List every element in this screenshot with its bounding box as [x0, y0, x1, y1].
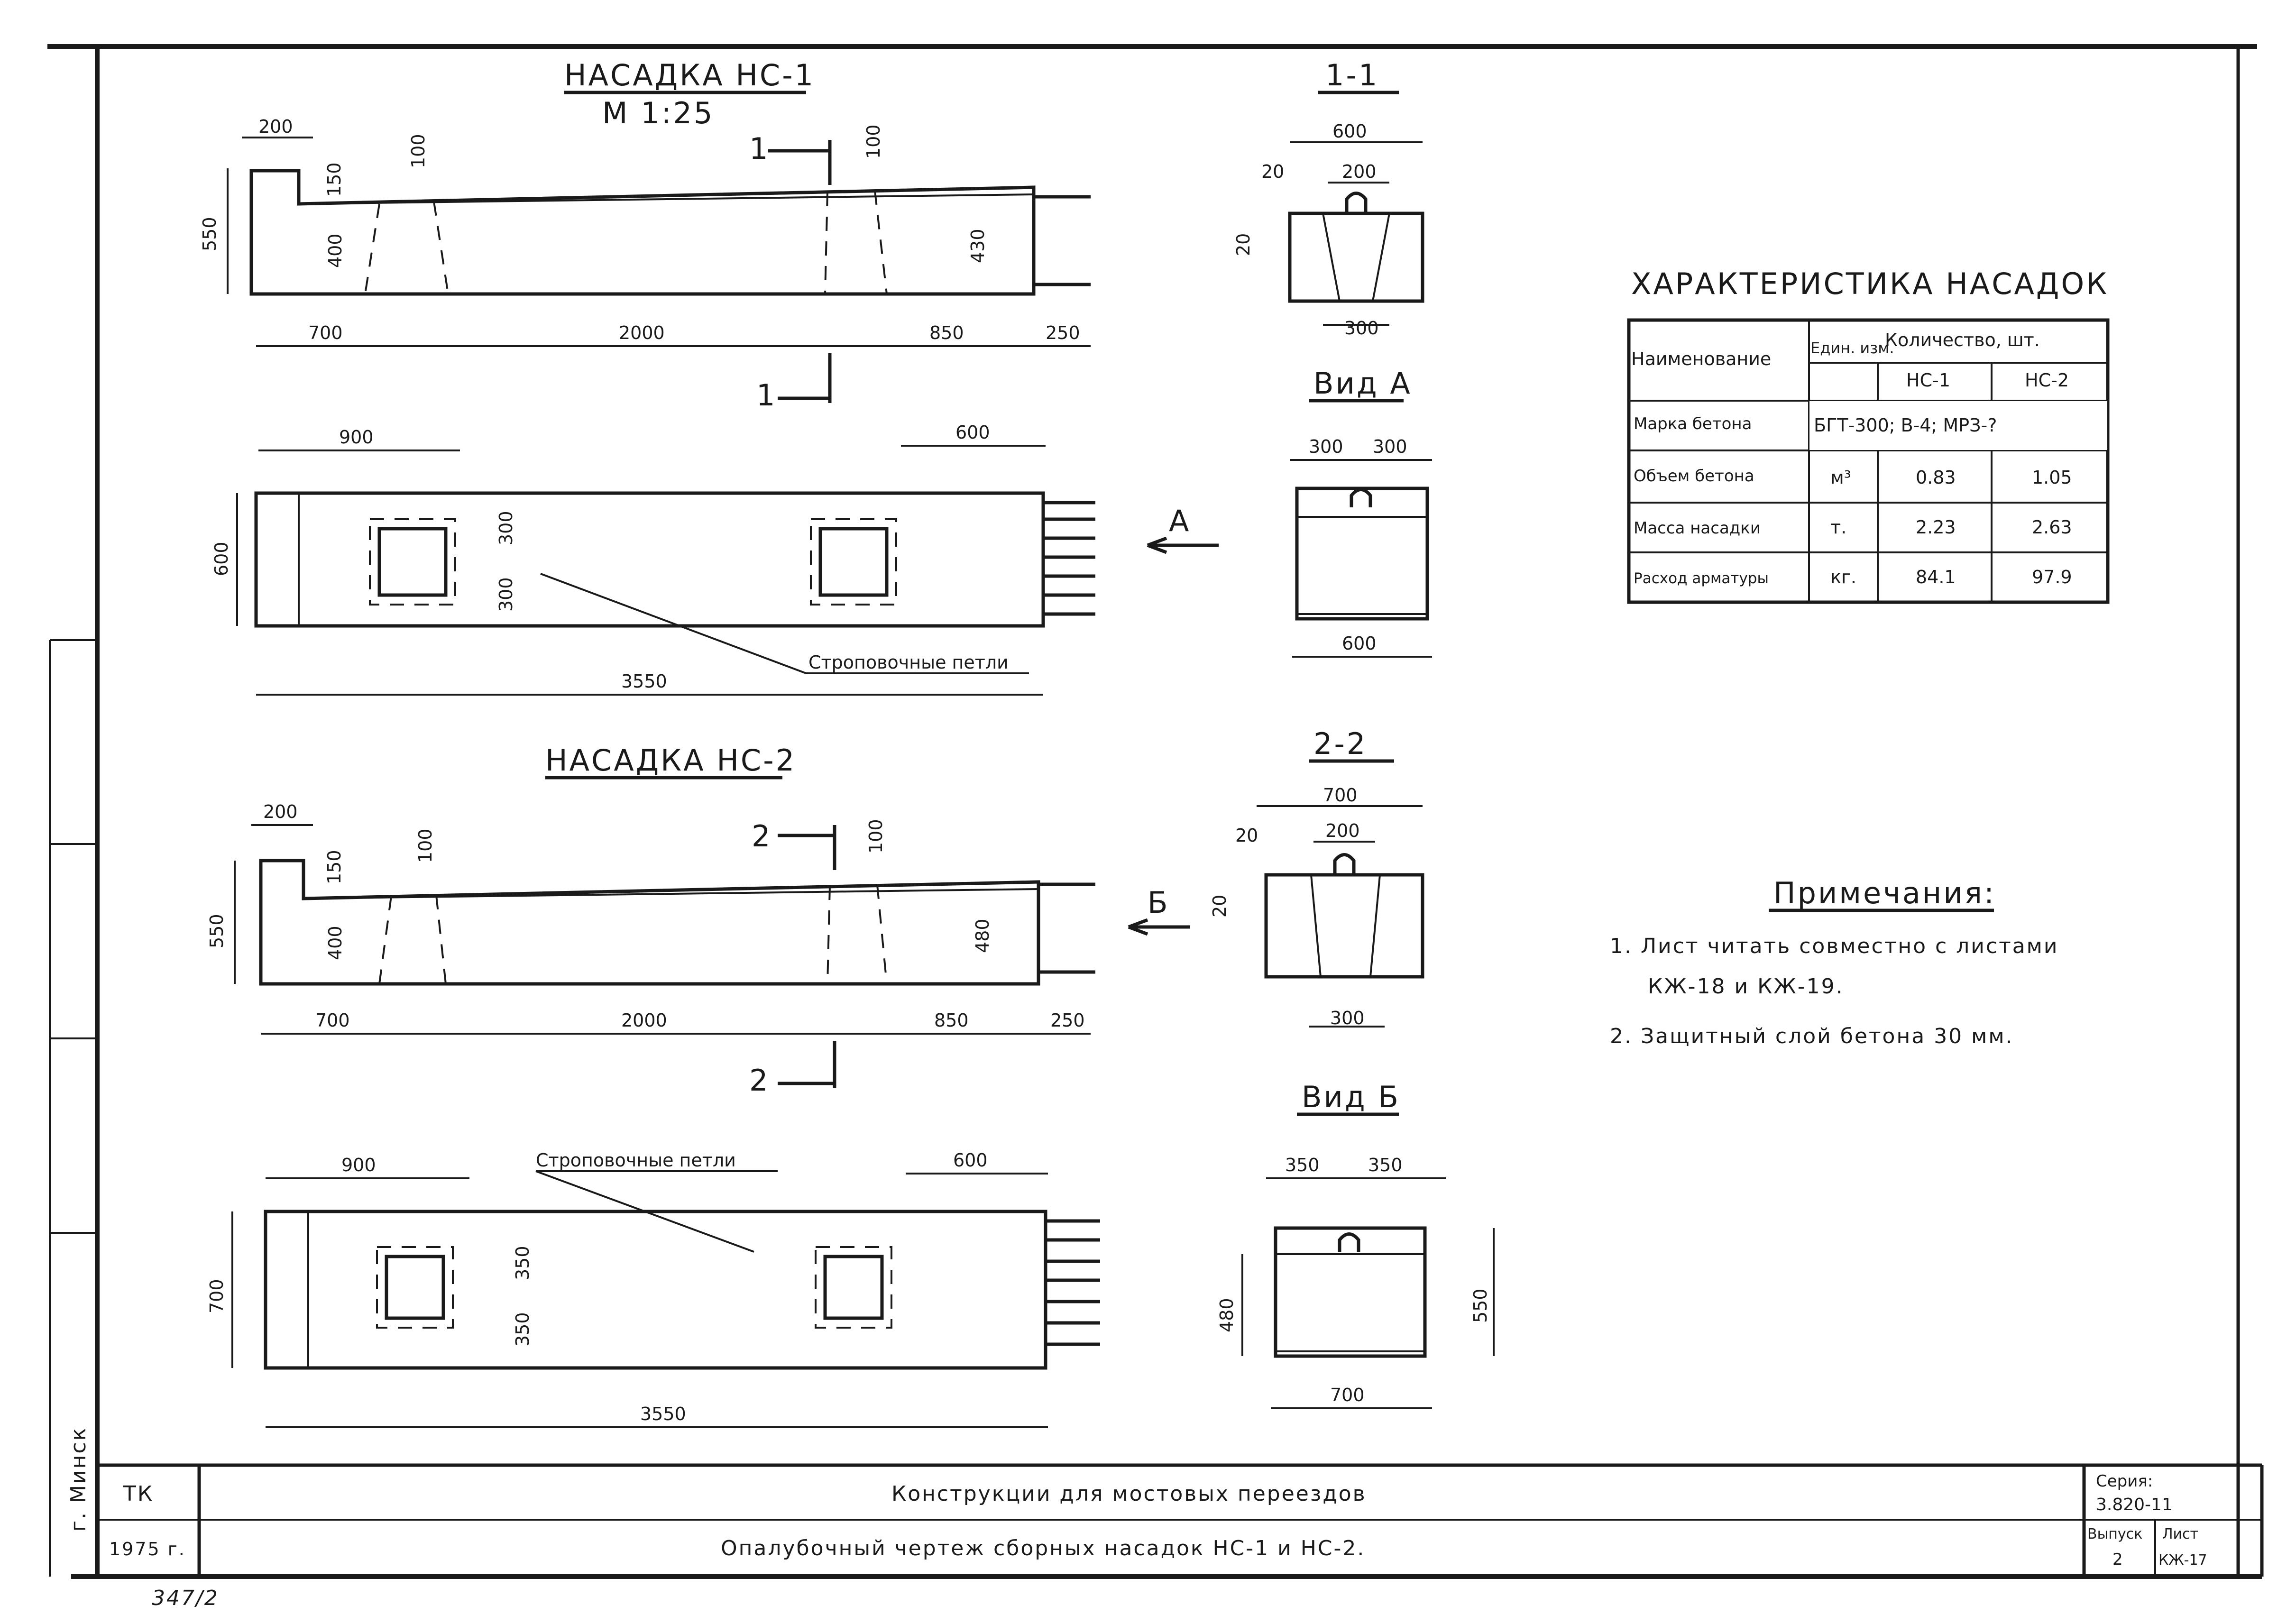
vb-dim-w700: 700 [1330, 1385, 1365, 1405]
section-1-title: 1-1 [1325, 58, 1379, 92]
vb-dim-w350a: 350 [1285, 1155, 1320, 1175]
view-a-body [1297, 488, 1427, 619]
table-row-2-unit: м³ [1830, 467, 1851, 488]
vb-dim-w350b: 350 [1368, 1155, 1403, 1175]
tb-org: ТК [123, 1482, 154, 1506]
table-row-4-hs2: 97.9 [2032, 567, 2072, 587]
hs1-dim-s300b: 300 [496, 577, 516, 612]
va-dim-w600: 600 [1342, 633, 1377, 654]
va-dim-w300a: 300 [1309, 436, 1343, 457]
hs2-dim-h480: 480 [972, 918, 993, 953]
notes-line-2: КЖ-18 и КЖ-19. [1648, 974, 1844, 999]
section-2-body [1266, 875, 1423, 977]
hs2-dim-h550: 550 [206, 914, 227, 948]
hs1-dim-h550: 550 [199, 217, 220, 251]
table-row-3-name: Масса насадки [1634, 519, 1761, 538]
tb-year: 1975 г. [109, 1539, 186, 1560]
table-row-1-merged: БГТ-300; В-4; МРЗ-? [1814, 415, 1997, 436]
hs2-dim-s350b: 350 [512, 1312, 533, 1347]
hs1-dim-l2000: 2000 [619, 322, 665, 343]
table-col-hs1: НС-1 [1906, 370, 1950, 391]
section-1-body [1290, 213, 1423, 301]
hs1-dim-h100b: 100 [863, 124, 884, 159]
table-row-4-hs1: 84.1 [1916, 567, 1956, 587]
hs1-plan [211, 422, 1219, 695]
hs2-dim-l250: 250 [1050, 1010, 1085, 1031]
cut-2-bottom: 2 [749, 1063, 770, 1098]
hs2-dim-h100b: 100 [865, 819, 886, 853]
view-b [1216, 1080, 1494, 1408]
cut-2-top: 2 [752, 819, 772, 853]
hs2-dim-p600: 600 [953, 1150, 988, 1171]
hs2-dim-w700: 700 [206, 1279, 227, 1313]
hs1-dim-h400: 400 [325, 233, 346, 268]
table-row-2-hs2: 1.05 [2032, 467, 2072, 488]
hs1-dim-s300a: 300 [496, 511, 516, 545]
table-col-qty: Количество, шт. [1885, 330, 2040, 350]
hs2-dim-h100a: 100 [415, 828, 436, 863]
hs2-elevation [206, 743, 1095, 1098]
sec1-dim-w200: 200 [1342, 161, 1377, 182]
city-label: г. Минск [66, 1426, 91, 1532]
hs1-dim-total: 3550 [621, 671, 667, 692]
view-b-body [1276, 1228, 1425, 1356]
table-row-2-hs1: 0.83 [1916, 467, 1956, 488]
hs1-dim-l700: 700 [308, 322, 343, 343]
hs1-elevation [199, 58, 1091, 413]
hs2-dim-l2000: 2000 [621, 1010, 667, 1031]
sec2-dim-w700: 700 [1323, 785, 1358, 806]
hs1-dim-p600: 600 [955, 422, 990, 443]
hs1-dim-h100a: 100 [408, 134, 429, 168]
hs1-dim-h430: 430 [967, 229, 988, 263]
table-title: ХАРАКТЕРИСТИКА НАСАДОК [1631, 266, 2109, 301]
sec1-dim-d20b: 20 [1233, 233, 1254, 256]
notes-line-3: 2. Защитный слой бетона 30 мм. [1610, 1024, 2014, 1048]
page-number: 347/2 [152, 1586, 219, 1610]
hs1-dim-w600: 600 [211, 541, 232, 576]
tb-issue-value: 2 [2112, 1550, 2123, 1569]
table-row-3-hs1: 2.23 [1916, 517, 1956, 538]
tb-project: Конструкции для мостовых переездов [891, 1482, 1367, 1506]
table-row-4-unit: кг. [1830, 567, 1856, 587]
sec2-dim-d20: 20 [1235, 825, 1258, 846]
section-2-title: 2-2 [1313, 726, 1368, 761]
section-1-1 [1233, 58, 1423, 339]
hs2-dim-total: 3550 [640, 1404, 686, 1424]
sec2-dim-w300: 300 [1330, 1008, 1365, 1028]
hs1-dim-p900: 900 [339, 427, 374, 448]
characteristics-table [1629, 266, 2109, 602]
cut-1-bottom: 1 [756, 378, 777, 413]
sec2-dim-d20b: 20 [1209, 894, 1230, 918]
view-a [1290, 366, 1432, 657]
hs1-dim-h150: 150 [324, 162, 345, 197]
hs2-dim-l700: 700 [315, 1010, 350, 1031]
va-dim-w300b: 300 [1373, 436, 1407, 457]
table-row-1-name: Марка бетона [1634, 414, 1752, 433]
table-row-3-hs2: 2.63 [2032, 517, 2072, 538]
table-col-name: Наименование [1631, 349, 1772, 369]
sec1-dim-w600: 600 [1332, 121, 1367, 142]
hs2-dim-s350a: 350 [512, 1246, 533, 1280]
sec1-dim-w300: 300 [1344, 318, 1379, 339]
view-a-title: Вид А [1313, 366, 1412, 401]
arrow-b-label: Б [1148, 885, 1170, 920]
notes-title: Примечания: [1773, 876, 1996, 910]
vb-dim-h550: 550 [1470, 1288, 1491, 1323]
title-block [97, 1465, 2262, 1577]
view-b-title: Вид Б [1302, 1080, 1400, 1114]
tb-series-label: Серия: [2096, 1472, 2153, 1491]
section-2-2 [1209, 726, 1423, 1028]
tb-issue-label: Выпуск [2087, 1526, 2143, 1542]
cut-1-top: 1 [749, 131, 770, 166]
hs2-title: НАСАДКА НС-2 [545, 743, 797, 778]
hs2-dim-p900: 900 [341, 1155, 376, 1175]
table-row-4-name: Расход арматуры [1634, 570, 1769, 587]
lifting-loops-2: Строповочные петли [536, 1150, 736, 1171]
tb-sheet-value: КЖ-17 [2158, 1552, 2207, 1569]
vb-dim-h480: 480 [1216, 1298, 1237, 1332]
hs1-title: НАСАДКА НС-1 [564, 58, 816, 92]
tb-sheet-title: Опалубочный чертеж сборных насадок НС-1 и НС-2. [721, 1536, 1366, 1560]
lifting-loops-1: Строповочные петли [808, 652, 1009, 673]
hs2-dim-l850: 850 [934, 1010, 969, 1031]
notes [1610, 876, 2058, 1048]
hs2-plan [206, 885, 1190, 1427]
hs1-dim-top: 200 [258, 116, 293, 137]
hs2-dim-top: 200 [263, 801, 298, 822]
hs2-dim-h400: 400 [325, 926, 346, 960]
sec2-dim-w200: 200 [1325, 820, 1360, 841]
arrow-a-label: А [1169, 504, 1191, 538]
hs1-dim-l850: 850 [929, 322, 964, 343]
hs2-dim-h150: 150 [324, 850, 345, 884]
scale-label: М 1:25 [602, 96, 715, 130]
notes-line-1: 1. Лист читать совместно с листами [1610, 934, 2059, 958]
table-col-hs2: НС-2 [2025, 370, 2069, 391]
tb-series-value: 3.820-11 [2096, 1495, 2173, 1514]
hs1-dim-l250: 250 [1046, 322, 1080, 343]
table-col-unit: Един. изм. [1810, 339, 1894, 357]
table-row-3-unit: т. [1830, 517, 1847, 538]
table-row-2-name: Объем бетона [1634, 467, 1754, 486]
sec1-dim-d20: 20 [1261, 161, 1285, 182]
tb-sheet-label: Лист [2162, 1526, 2199, 1542]
